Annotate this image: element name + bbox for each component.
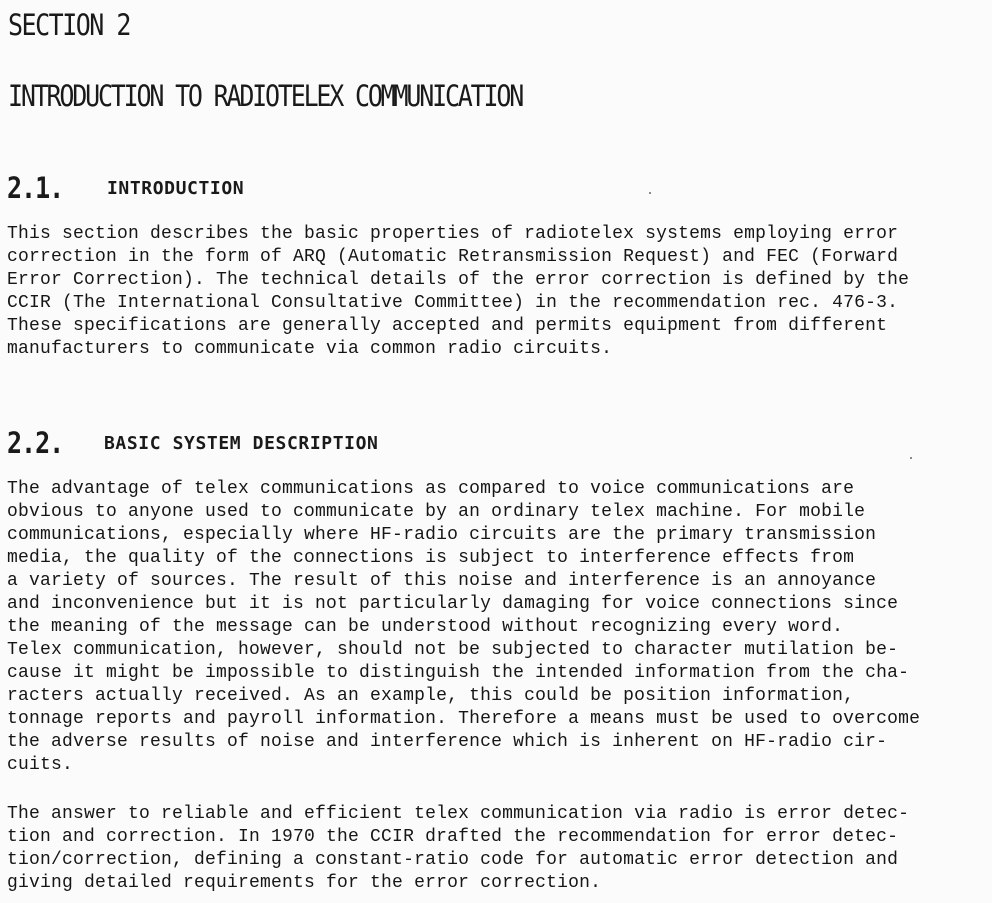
text-line: cause it might be impossible to distinguish the intended information from the cha-: [7, 663, 910, 683]
text-line: communications, especially where HF-radio circuits are the primary transmission: [7, 525, 877, 545]
text-line: This section describes the basic properties of radiotelex systems employing error: [7, 224, 899, 244]
text-line: The advantage of telex communications as compared to voice communications are: [7, 479, 855, 499]
scan-speck: [910, 457, 912, 459]
text-line: giving detailed requirements for the error correction.: [7, 873, 602, 893]
paragraph: [7, 478, 920, 777]
text-line: These specifications are generally accepted and permits equipment from different: [7, 316, 888, 336]
text-line: the adverse results of noise and interference which is inherent on HF-radio cir-: [7, 732, 888, 752]
text-line: correction in the form of ARQ (Automatic Retransmission Request) and FEC (Forward: [7, 247, 899, 267]
text-line: tion/correction, defining a constant-ratio code for automatic error detection and: [7, 850, 899, 870]
paragraph: [7, 803, 909, 895]
subsection-title: INTRODUCTION: [107, 178, 245, 199]
text-line: the meaning of the message can be understood without recognizing every word.: [7, 617, 844, 637]
text-line: racters actually received. As an example, this could be position information,: [7, 686, 855, 706]
text-line: Telex communication, however, should not be subjected to character mutilation be-: [7, 640, 899, 660]
text-line: tonnage reports and payroll information. Therefore a means must be used to overcome: [7, 709, 921, 729]
text-line: tion and correction. In 1970 the CCIR drafted the recommendation for error detec-: [7, 827, 899, 847]
text-line: obvious to anyone used to communicate by an ordinary telex machine. For mobile: [7, 502, 866, 522]
section-label: SECTION 2: [8, 8, 130, 43]
text-line: media, the quality of the connections is subject to interference effects from: [7, 548, 855, 568]
text-line: The answer to reliable and efficient telex communication via radio is error detec-: [7, 804, 910, 824]
text-line: manufacturers to communicate via common radio circuits.: [7, 339, 613, 359]
text-line: Error Correction). The technical details of the error correction is defined by the: [7, 270, 910, 290]
section-title: INTRODUCTION TO RADIOTELEX COMMUNICATION: [8, 79, 523, 114]
subsection-number: 2.2.: [7, 426, 64, 461]
subsection-title: BASIC SYSTEM DESCRIPTION: [104, 433, 379, 454]
text-line: and inconvenience but it is not particularly damaging for voice connections since: [7, 594, 899, 614]
subsection-number: 2.1.: [7, 171, 64, 206]
scan-speck: [649, 192, 651, 194]
text-line: a variety of sources. The result of this noise and interference is an annoyance: [7, 571, 877, 591]
text-line: cuits.: [7, 755, 74, 775]
text-line: CCIR (The International Consultative Committee) in the recommendation rec. 476-3.: [7, 293, 899, 313]
paragraph: [7, 223, 909, 361]
